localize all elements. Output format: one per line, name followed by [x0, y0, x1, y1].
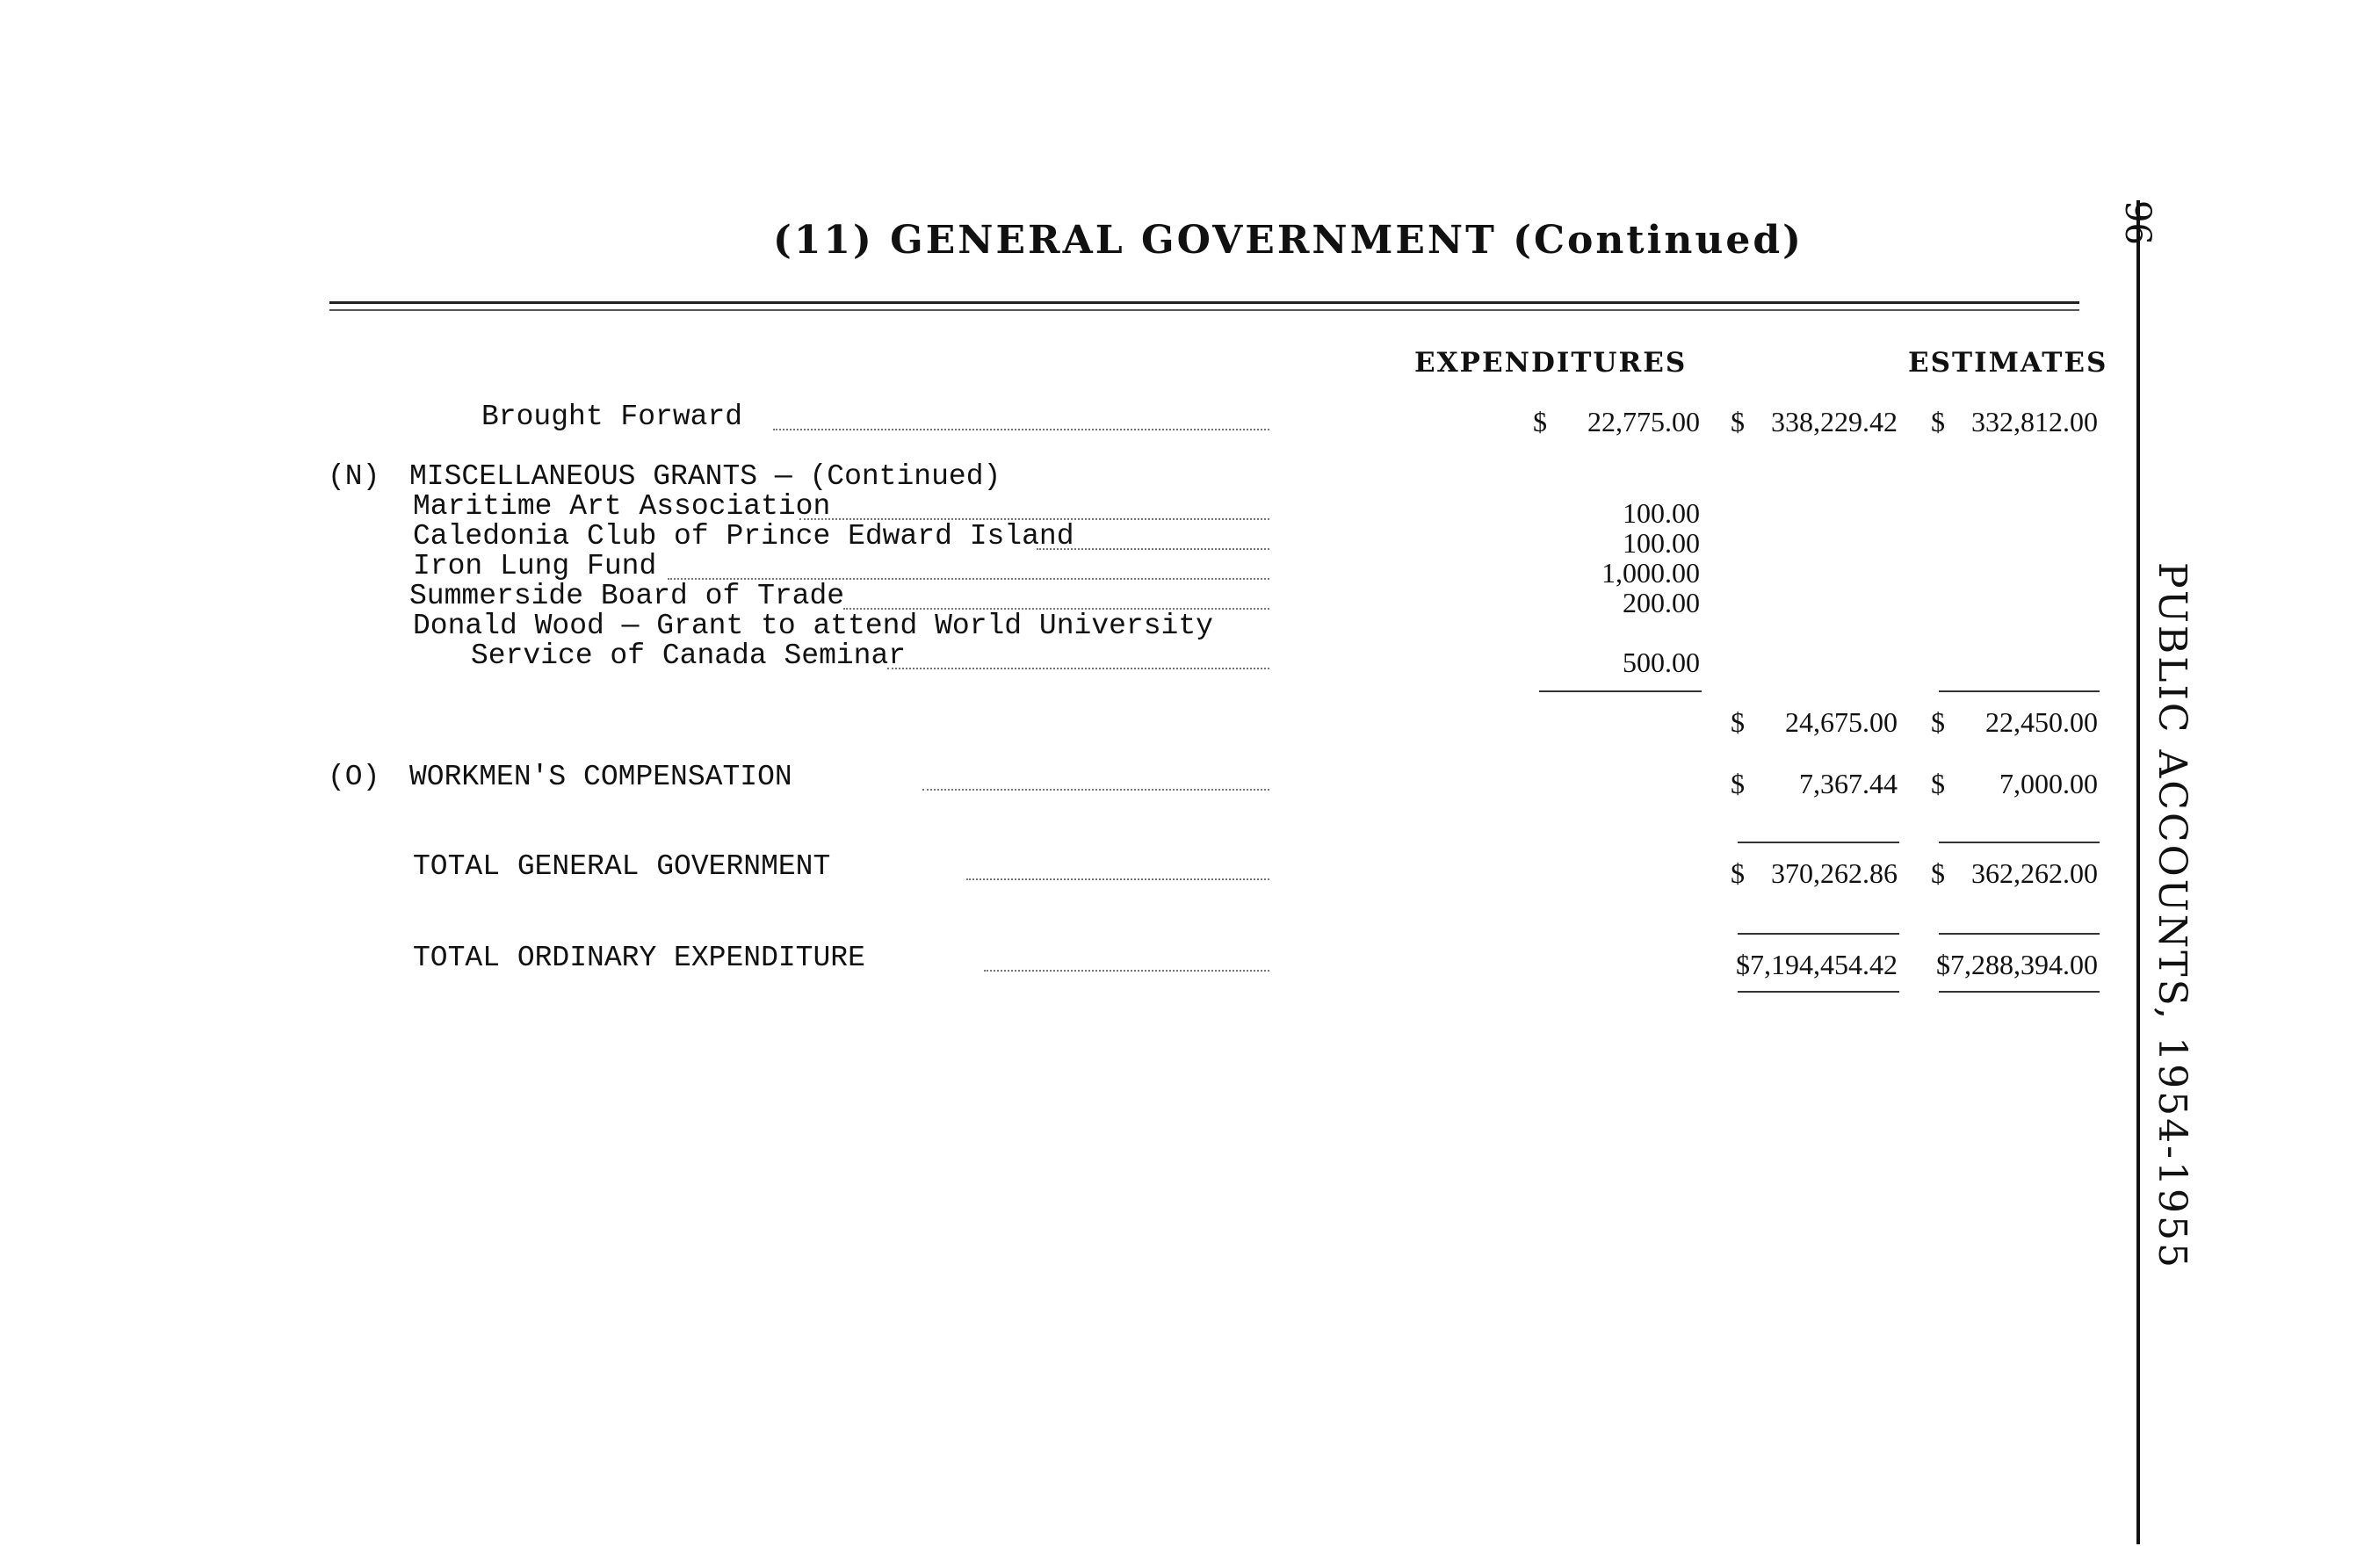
section-code: (N) [328, 460, 380, 493]
leader-dots [1037, 548, 1269, 550]
brought-forward-estimate-1: 338,229.42 [1771, 406, 1898, 437]
currency-sign: $ [1731, 857, 1745, 889]
running-title: PUBLIC ACCOUNTS, 1954-1955 [2150, 562, 2194, 1270]
total-rule [1939, 842, 2100, 843]
total-ordinary-value-1: $7,194,454.42 [1736, 949, 1898, 980]
page-number: 96 [2117, 200, 2158, 245]
currency-sign: $ [1731, 406, 1745, 437]
item-amount: 500.00 [1623, 647, 1700, 678]
total-rule [1738, 933, 1899, 935]
item-amount: 200.00 [1623, 587, 1700, 618]
currency-sign: $ [1731, 706, 1745, 738]
item-label: Service of Canada Seminar [471, 639, 907, 672]
leader-dots [887, 668, 1269, 669]
item-amount: 100.00 [1623, 527, 1700, 559]
section-o-value-2: 7,000.00 [1999, 768, 2098, 799]
total-rule [1738, 842, 1899, 843]
total-general-value-1: 370,262.86 [1771, 857, 1898, 889]
brought-forward-expenditure: 22,775.00 [1587, 406, 1700, 437]
column-header-estimates: ESTIMATES [1908, 347, 2108, 379]
currency-sign: $ [1931, 768, 1945, 799]
item-amount: 1,000.00 [1601, 557, 1700, 589]
column-header-expenditures: EXPENDITURES [1414, 347, 1688, 379]
leader-dots [984, 970, 1269, 972]
total-general-value-2: 362,262.00 [1971, 857, 2098, 889]
brought-forward-label: Brought Forward [481, 401, 743, 433]
leader-dots [773, 429, 1269, 430]
item-label: Summerside Board of Trade [409, 580, 845, 612]
currency-sign: $ [1533, 406, 1547, 437]
item-label: Caledonia Club of Prince Edward Island [413, 520, 1074, 553]
subtotal-rule [1539, 690, 1702, 692]
total-rule [1939, 933, 2100, 935]
leader-dots [922, 789, 1269, 791]
double-rule [1738, 991, 1899, 993]
currency-sign: $ [1731, 768, 1745, 799]
brought-forward-estimate-2: 332,812.00 [1971, 406, 2098, 437]
item-label: Donald Wood — Grant to attend World University [413, 610, 1213, 642]
double-rule [1939, 991, 2100, 993]
subtotal-rule [1939, 690, 2100, 692]
item-label: Iron Lung Fund [413, 550, 657, 582]
title-rule [329, 301, 2079, 304]
section-n-subtotal-1: 24,675.00 [1785, 706, 1898, 738]
section-code: (O) [328, 761, 380, 793]
leader-dots [966, 878, 1269, 880]
total-ordinary-value-2: $7,288,394.00 [1936, 949, 2098, 980]
total-general-label: TOTAL GENERAL GOVERNMENT [413, 850, 831, 883]
page-title: (11) GENERAL GOVERNMENT (Continued) [773, 218, 1804, 263]
total-ordinary-label: TOTAL ORDINARY EXPENDITURE [413, 942, 865, 974]
title-rule-secondary [329, 309, 2079, 311]
section-title: MISCELLANEOUS GRANTS — (Continued) [409, 460, 1001, 493]
section-o-value-1: 7,367.44 [1799, 768, 1898, 799]
currency-sign: $ [1931, 406, 1945, 437]
section-title: WORKMEN'S COMPENSATION [409, 761, 792, 793]
binding-rule [2136, 200, 2140, 1544]
item-label: Maritime Art Association [413, 490, 831, 523]
item-amount: 100.00 [1623, 497, 1700, 529]
currency-sign: $ [1931, 857, 1945, 889]
currency-sign: $ [1931, 706, 1945, 738]
section-n-subtotal-2: 22,450.00 [1985, 706, 2098, 738]
